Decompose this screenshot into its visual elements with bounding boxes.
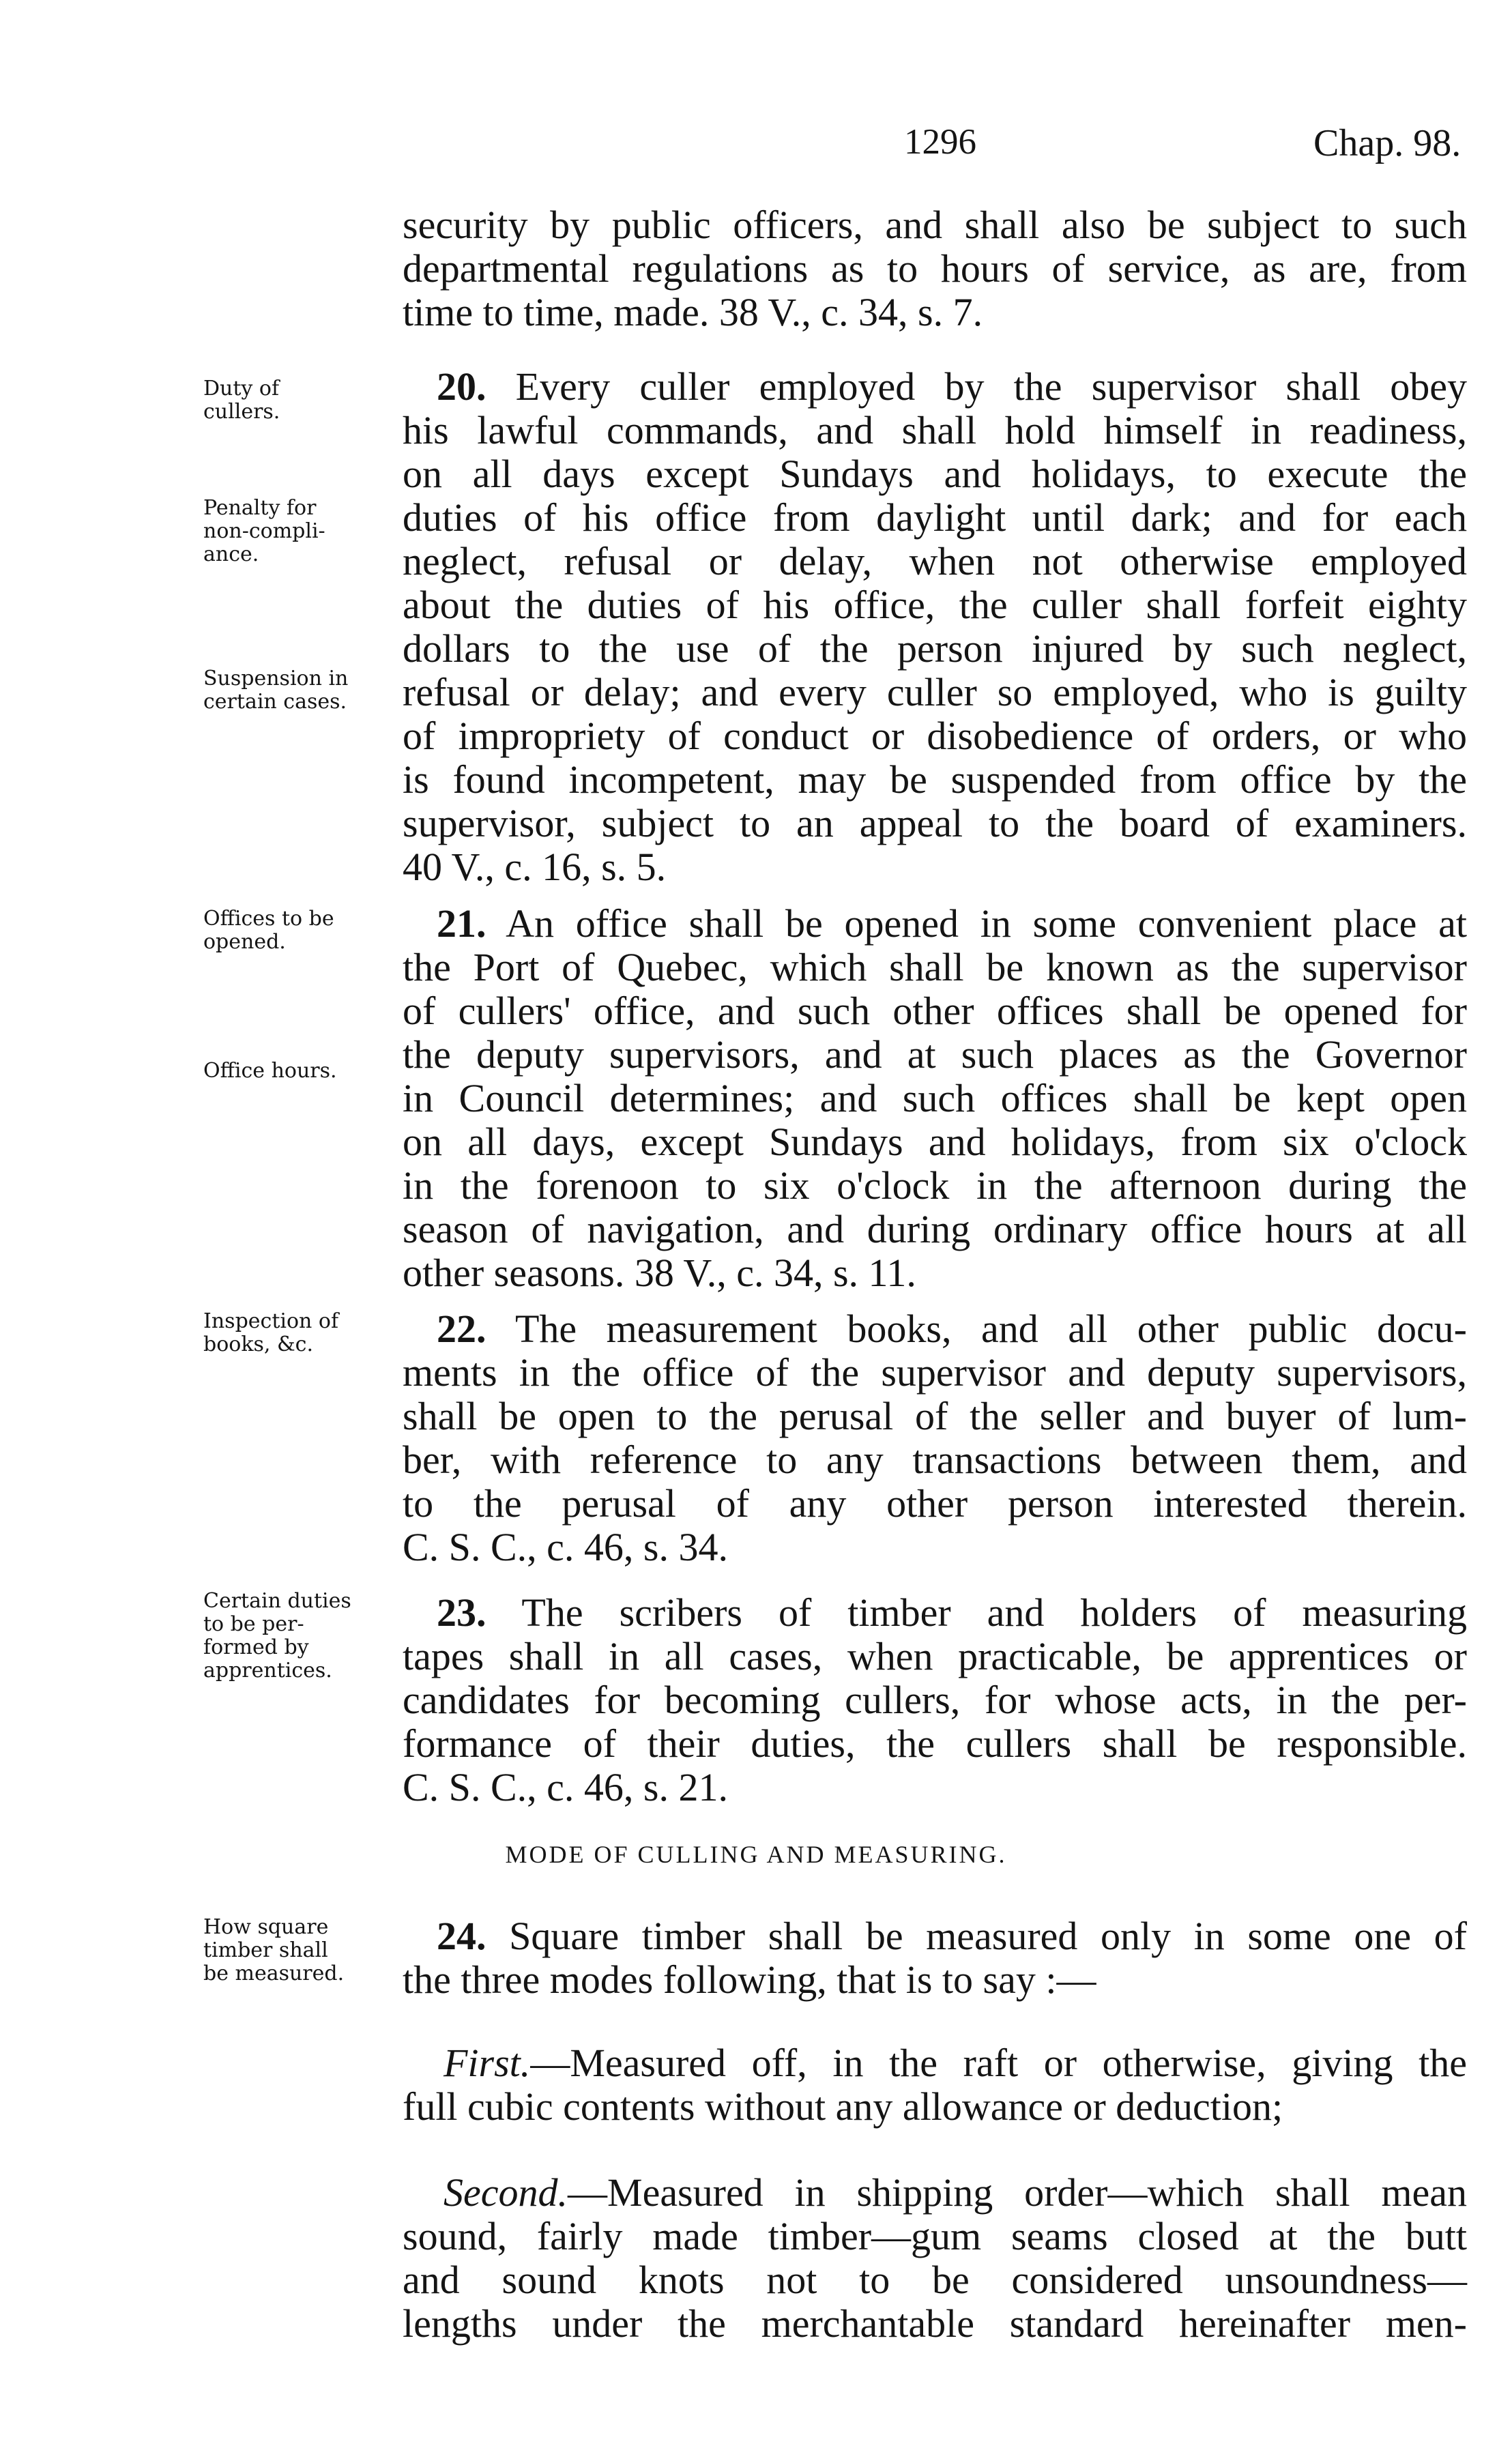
margin-note-certain-duties	[203, 1590, 351, 1682]
text-line: full cubic contents without any allowance or deduction;	[403, 2084, 1283, 2129]
text-line: in Council determines; and such offices shall be kept open	[403, 1076, 1467, 1120]
text-line: C. S. C., c. 46, s. 21.	[403, 1765, 728, 1809]
section-heading: MODE OF CULLING AND MEASURING.	[505, 1841, 1007, 1868]
section-number: 20.	[437, 364, 486, 409]
margin-note-penalty	[203, 497, 325, 566]
margin-note-line: non-compli-	[203, 519, 325, 543]
margin-note-line: Penalty for	[203, 496, 317, 520]
text-line: refusal or delay; and every culler so employed, who is guilty	[403, 670, 1467, 714]
chapter-label: Chap. 98.	[1313, 122, 1462, 164]
margin-note-office-hours	[203, 1060, 337, 1083]
margin-note-line: apprentices.	[203, 1659, 332, 1682]
section-first-line	[437, 902, 1467, 946]
text-line: to the perusal of any other person interested therein.	[403, 1481, 1467, 1526]
text-line: shall be open to the perusal of the seller and buyer of lum-	[403, 1394, 1467, 1438]
text-line: the deputy supervisors, and at such places as the Governor	[403, 1032, 1467, 1077]
margin-note-line: Certain duties	[203, 1589, 351, 1613]
text-line: lengths under the merchantable standard hereinafter men-	[403, 2301, 1467, 2346]
margin-note-line: to be per-	[203, 1612, 304, 1636]
mode-label: First.	[444, 2041, 531, 2085]
text-line: is found incompetent, may be suspended from office by the	[403, 757, 1467, 802]
mode-first-line	[444, 2041, 1467, 2085]
margin-note-line: How square	[203, 1915, 329, 1939]
margin-note-suspension	[203, 667, 348, 714]
section-first-line	[437, 1591, 1467, 1635]
text-line: security by public officers, and shall also be subject to such	[403, 203, 1467, 247]
text-line: tapes shall in all cases, when practicable, be apprentices or	[403, 1634, 1467, 1678]
text-line: on all days, except Sundays and holidays, from six o'clock	[403, 1120, 1467, 1164]
text-line: neglect, refusal or delay, when not otherwise employed	[403, 539, 1467, 583]
margin-note-inspection	[203, 1310, 338, 1356]
text-line: the three modes following, that is to say :—	[403, 1957, 1096, 2002]
text-line: sound, fairly made timber—gum seams closed at the butt	[403, 2214, 1467, 2258]
section-first-line	[437, 1307, 1467, 1351]
text-line: time to time, made. 38 V., c. 34, s. 7.	[403, 290, 983, 334]
text-line: on all days except Sundays and holidays, to execute the	[403, 452, 1467, 496]
section-first-line	[437, 1914, 1467, 1958]
margin-note-line: Offices to be	[203, 907, 334, 931]
mode-label: Second.	[444, 2170, 568, 2215]
section-first-text: The measurement books, and all other public docu-	[486, 1307, 1467, 1351]
text-line: his lawful commands, and shall hold himself in readiness,	[403, 408, 1467, 452]
text-line: season of navigation, and during ordinary office hours at all	[403, 1207, 1467, 1251]
margin-note-line: Duty of	[203, 377, 280, 400]
mode-first-text: —Measured in shipping order—which shall mean	[568, 2170, 1467, 2215]
text-line: departmental regulations as to hours of service, as are, from	[403, 246, 1467, 291]
text-line: candidates for becoming cullers, for whose acts, in the per-	[403, 1678, 1467, 1722]
text-line: formance of their duties, the cullers shall be responsible.	[403, 1721, 1467, 1766]
margin-note-line: Suspension in	[203, 667, 349, 690]
margin-note-line: books, &c.	[203, 1332, 314, 1356]
text-line: of cullers' office, and such other offices shall be opened for	[403, 989, 1467, 1033]
section-number: 21.	[437, 901, 486, 946]
margin-note-line: ance.	[203, 542, 259, 566]
section-first-text: The scribers of timber and holders of measuring	[486, 1590, 1467, 1635]
margin-note-line: timber shall	[203, 1938, 328, 1962]
margin-note-line: cullers.	[203, 400, 280, 424]
section-first-text: Every culler employed by the supervisor shall obey	[486, 364, 1467, 409]
text-line: duties of his office from daylight until dark; and for each	[403, 495, 1467, 540]
text-line: the Port of Quebec, which shall be known as the supervisor	[403, 945, 1467, 989]
text-line: ber, with reference to any transactions between them, and	[403, 1438, 1467, 1482]
margin-note-offices-opened	[203, 907, 334, 954]
text-line: other seasons. 38 V., c. 34, s. 11.	[403, 1251, 916, 1295]
margin-note-line: certain cases.	[203, 690, 347, 714]
text-line: and sound knots not to be considered unsoundness—	[403, 2258, 1467, 2302]
margin-note-line: formed by	[203, 1635, 309, 1659]
text-line: about the duties of his office, the culler shall forfeit eighty	[403, 583, 1467, 627]
text-line: dollars to the use of the person injured by such neglect,	[403, 626, 1467, 671]
text-line: supervisor, subject to an appeal to the board of examiners.	[403, 801, 1467, 845]
section-number: 22.	[437, 1307, 486, 1351]
mode-first-text: —Measured off, in the raft or otherwise, giving the	[530, 2041, 1467, 2085]
text-line: ments in the office of the supervisor and deputy supervisors,	[403, 1350, 1467, 1395]
margin-note-square-timber	[203, 1916, 344, 1985]
margin-note-line: Office hours.	[203, 1059, 337, 1083]
page-number: 1296	[904, 122, 976, 162]
text-line: of impropriety of conduct or disobedience of orders, or who	[403, 714, 1467, 758]
margin-note-line: Inspection of	[203, 1309, 339, 1333]
section-number: 23.	[437, 1590, 486, 1635]
section-first-line	[437, 365, 1467, 409]
mode-first-line	[444, 2171, 1467, 2215]
margin-note-duty-of-cullers	[203, 377, 280, 424]
section-number: 24.	[437, 1914, 486, 1958]
section-first-text: An office shall be opened in some convenient place at	[486, 901, 1467, 946]
text-line: in the forenoon to six o'clock in the afternoon during the	[403, 1163, 1467, 1208]
section-first-text: Square timber shall be measured only in some one of	[486, 1914, 1467, 1958]
text-line: 40 V., c. 16, s. 5.	[403, 845, 667, 889]
margin-note-line: be measured.	[203, 1962, 345, 1985]
margin-note-line: opened.	[203, 930, 286, 954]
text-line: C. S. C., c. 46, s. 34.	[403, 1525, 728, 1569]
